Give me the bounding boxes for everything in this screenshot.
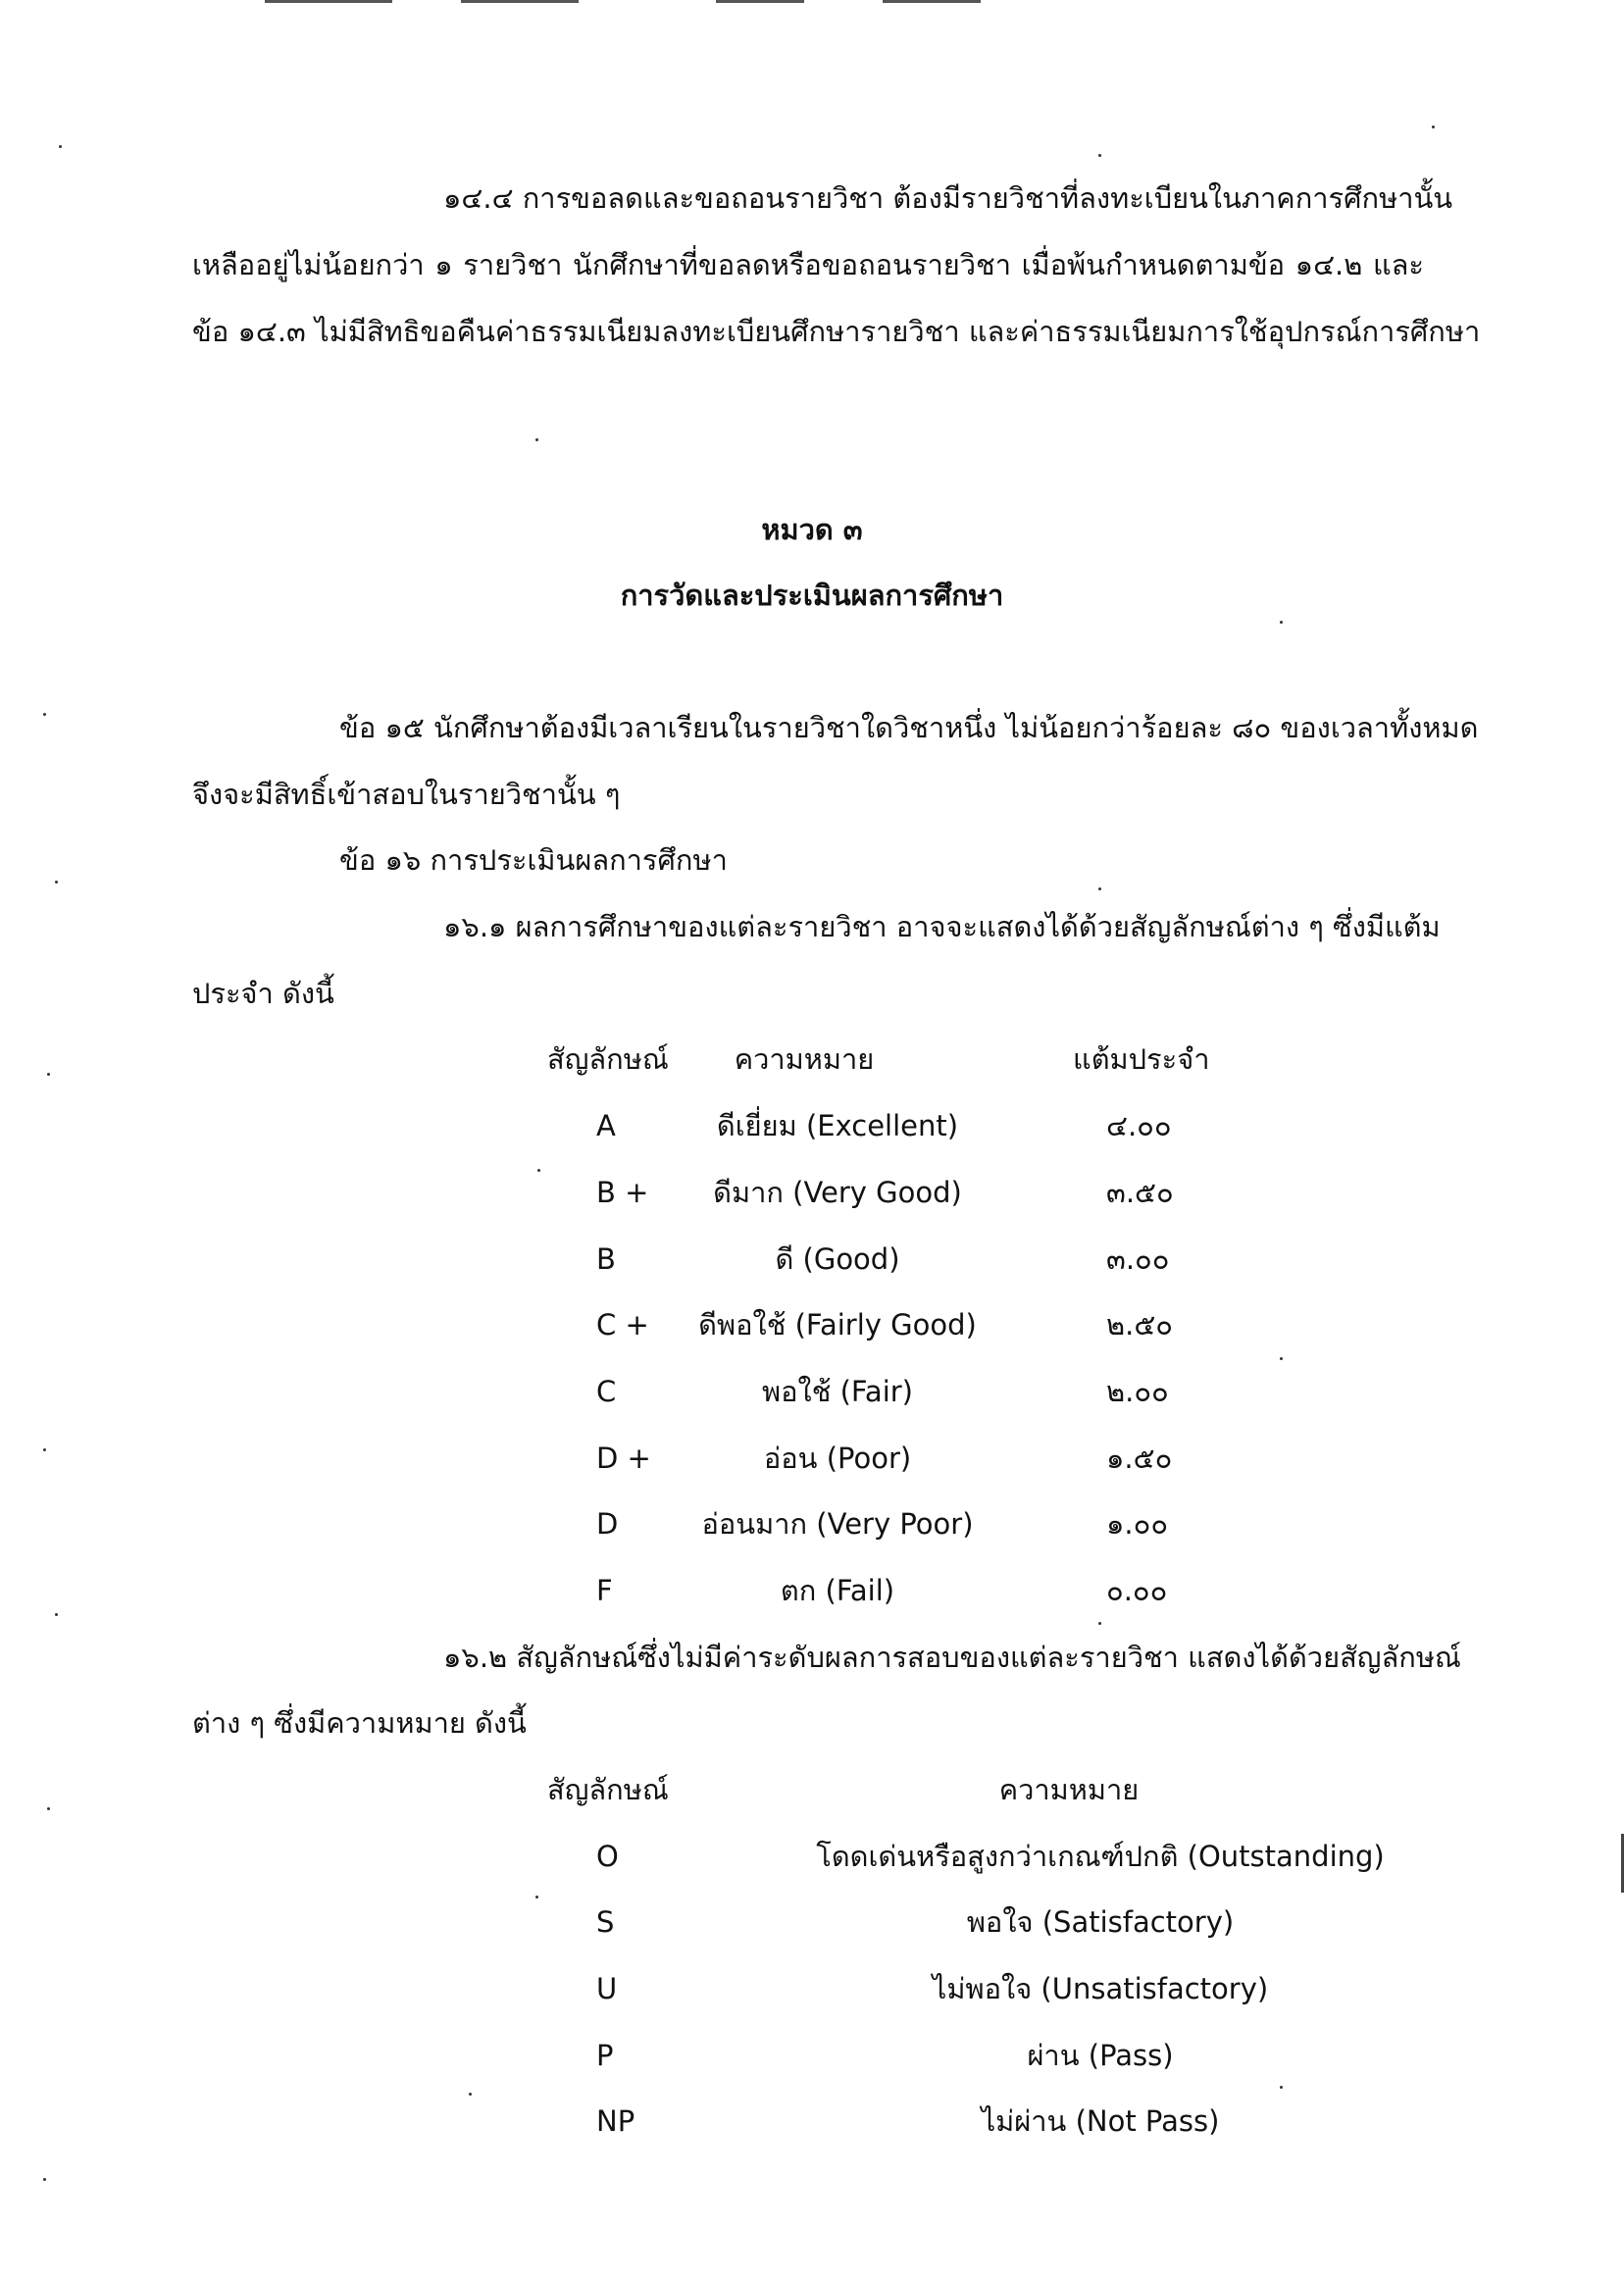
grade-meaning: ดีพอใช้ (Fairly Good) [698, 1308, 977, 1341]
grade-points: ๓.๕๐ [1106, 1176, 1174, 1209]
symbol-code: NP [596, 2104, 635, 2138]
symbol-meaning: พอใจ (Satisfactory) [966, 1905, 1235, 1939]
grade-points: ๓.๐๐ [1106, 1242, 1170, 1276]
clause-16-1-line-1: ๑๖.๑ ผลการศึกษาของแต่ละรายวิชา อาจจะแสดงได้ด้วยสัญลักษณ์ต่าง ๆ ซึ่งมีแต้ม [443, 910, 1441, 943]
grade-meaning: ดี (Good) [775, 1242, 900, 1276]
scan-speck [537, 1169, 540, 1172]
grade-symbol: D [596, 1507, 619, 1541]
symbol-code: U [596, 1972, 618, 2005]
grade-symbol: C + [596, 1308, 649, 1341]
clause-16-2-line-1: ๑๖.๒ สัญลักษณ์ซึ่งไม่มีค่าระดับผลการสอบของแต่ละรายวิชา แสดงได้ด้วยสัญลักษณ์ [443, 1641, 1461, 1674]
grade-table-header-points: แต้มประจำ [1073, 1042, 1210, 1076]
scan-speck [1098, 887, 1101, 890]
symbol-meaning: โดดเด่นหรือสูงกว่าเกณฑ์ปกติ (Outstanding) [816, 1840, 1385, 1873]
scan-speck [47, 1073, 50, 1076]
grade-symbol: D + [596, 1442, 651, 1475]
scan-speck [535, 438, 538, 441]
scan-speck [43, 713, 46, 716]
symbol-code: S [596, 1905, 615, 1939]
grade-points: ๒.๐๐ [1106, 1375, 1169, 1408]
grade-meaning: อ่อน (Poor) [763, 1442, 912, 1475]
scan-speck [55, 881, 58, 884]
grade-points: ๐.๐๐ [1106, 1574, 1168, 1607]
clause-14-4-line-1: ๑๔.๔ การขอลดและขอถอนรายวิชา ต้องมีรายวิชาที่ลงทะเบียนในภาคการศึกษานั้น [443, 181, 1453, 215]
scan-speck [1280, 621, 1283, 624]
grade-table-header-symbol: สัญลักษณ์ [547, 1042, 669, 1076]
symbol-meaning: ผ่าน (Pass) [1027, 2039, 1174, 2072]
clause-15-line-2: จึงจะมีสิทธิ์เข้าสอบในรายวิชานั้น ๆ [192, 778, 621, 811]
scan-mark [461, 0, 579, 3]
symbol-code: O [596, 1840, 619, 1873]
symbol-meaning: ไม่พอใจ (Unsatisfactory) [932, 1972, 1269, 2005]
clause-16-heading: ข้อ ๑๖ การประเมินผลการศึกษา [339, 843, 728, 877]
grade-points: ๑.๐๐ [1106, 1507, 1169, 1541]
symbol-table-header-meaning: ความหมาย [998, 1773, 1140, 1806]
clause-16-1-line-2: ประจำ ดังนี้ [192, 977, 334, 1010]
clause-14-4-line-3: ข้อ ๑๔.๓ ไม่มีสิทธิขอคืนค่าธรรมเนียมลงทะเบียนศึกษารายวิชา และค่าธรรมเนียมการใช้อุปกรณ์การศึกษา [192, 315, 1481, 348]
grade-symbol: A [596, 1109, 616, 1142]
scan-speck [59, 145, 62, 148]
symbol-table-header-symbol: สัญลักษณ์ [547, 1773, 669, 1806]
scan-speck [47, 1807, 50, 1810]
grade-meaning: ดีมาก (Very Good) [713, 1176, 962, 1209]
scan-speck [1098, 1622, 1101, 1625]
scan-speck [43, 1448, 46, 1451]
grade-symbol: B [596, 1242, 616, 1276]
chapter-title: การวัดและประเมินผลการศึกษา [620, 579, 1004, 612]
grade-points: ๔.๐๐ [1106, 1109, 1172, 1142]
grade-symbol: C [596, 1375, 617, 1408]
grade-points: ๒.๕๐ [1106, 1308, 1173, 1341]
symbol-code: P [596, 2039, 614, 2072]
grade-meaning: ตก (Fail) [780, 1574, 895, 1607]
clause-16-2-line-2: ต่าง ๆ ซึ่งมีความหมาย ดังนี้ [192, 1706, 527, 1740]
scan-speck [55, 1613, 58, 1616]
scan-speck [43, 2178, 46, 2181]
scan-speck [1098, 154, 1101, 157]
scan-speck [535, 1896, 538, 1898]
grade-meaning: อ่อนมาก (Very Poor) [701, 1507, 974, 1541]
chapter-number: หมวด ๓ [761, 513, 863, 546]
grade-symbol: B + [596, 1176, 649, 1209]
grade-symbol: F [596, 1574, 613, 1607]
scan-mark [265, 0, 392, 3]
scan-speck [1432, 126, 1435, 128]
grade-meaning: ดีเยี่ยม (Excellent) [716, 1109, 959, 1142]
grade-meaning: พอใช้ (Fair) [762, 1375, 913, 1408]
grade-points: ๑.๕๐ [1106, 1442, 1173, 1475]
scan-mark [883, 0, 981, 3]
clause-14-4-line-2: เหลืออยู่ไม่น้อยกว่า ๑ รายวิชา นักศึกษาที่ขอลดหรือขอถอนรายวิชา เมื่อพ้นกำหนดตามข้อ ๑๔.๒ และ [192, 248, 1424, 281]
grade-table-header-meaning: ความหมาย [734, 1042, 875, 1076]
scan-speck [1280, 1357, 1283, 1360]
scan-mark [716, 0, 804, 3]
symbol-meaning: ไม่ผ่าน (Not Pass) [981, 2104, 1220, 2138]
scan-speck [1280, 2086, 1283, 2089]
scan-speck [469, 2093, 472, 2096]
clause-15-line-1: ข้อ ๑๕ นักศึกษาต้องมีเวลาเรียนในรายวิชาใดวิชาหนึ่ง ไม่น้อยกว่าร้อยละ ๘๐ ของเวลาทั้งหมด [339, 711, 1479, 744]
